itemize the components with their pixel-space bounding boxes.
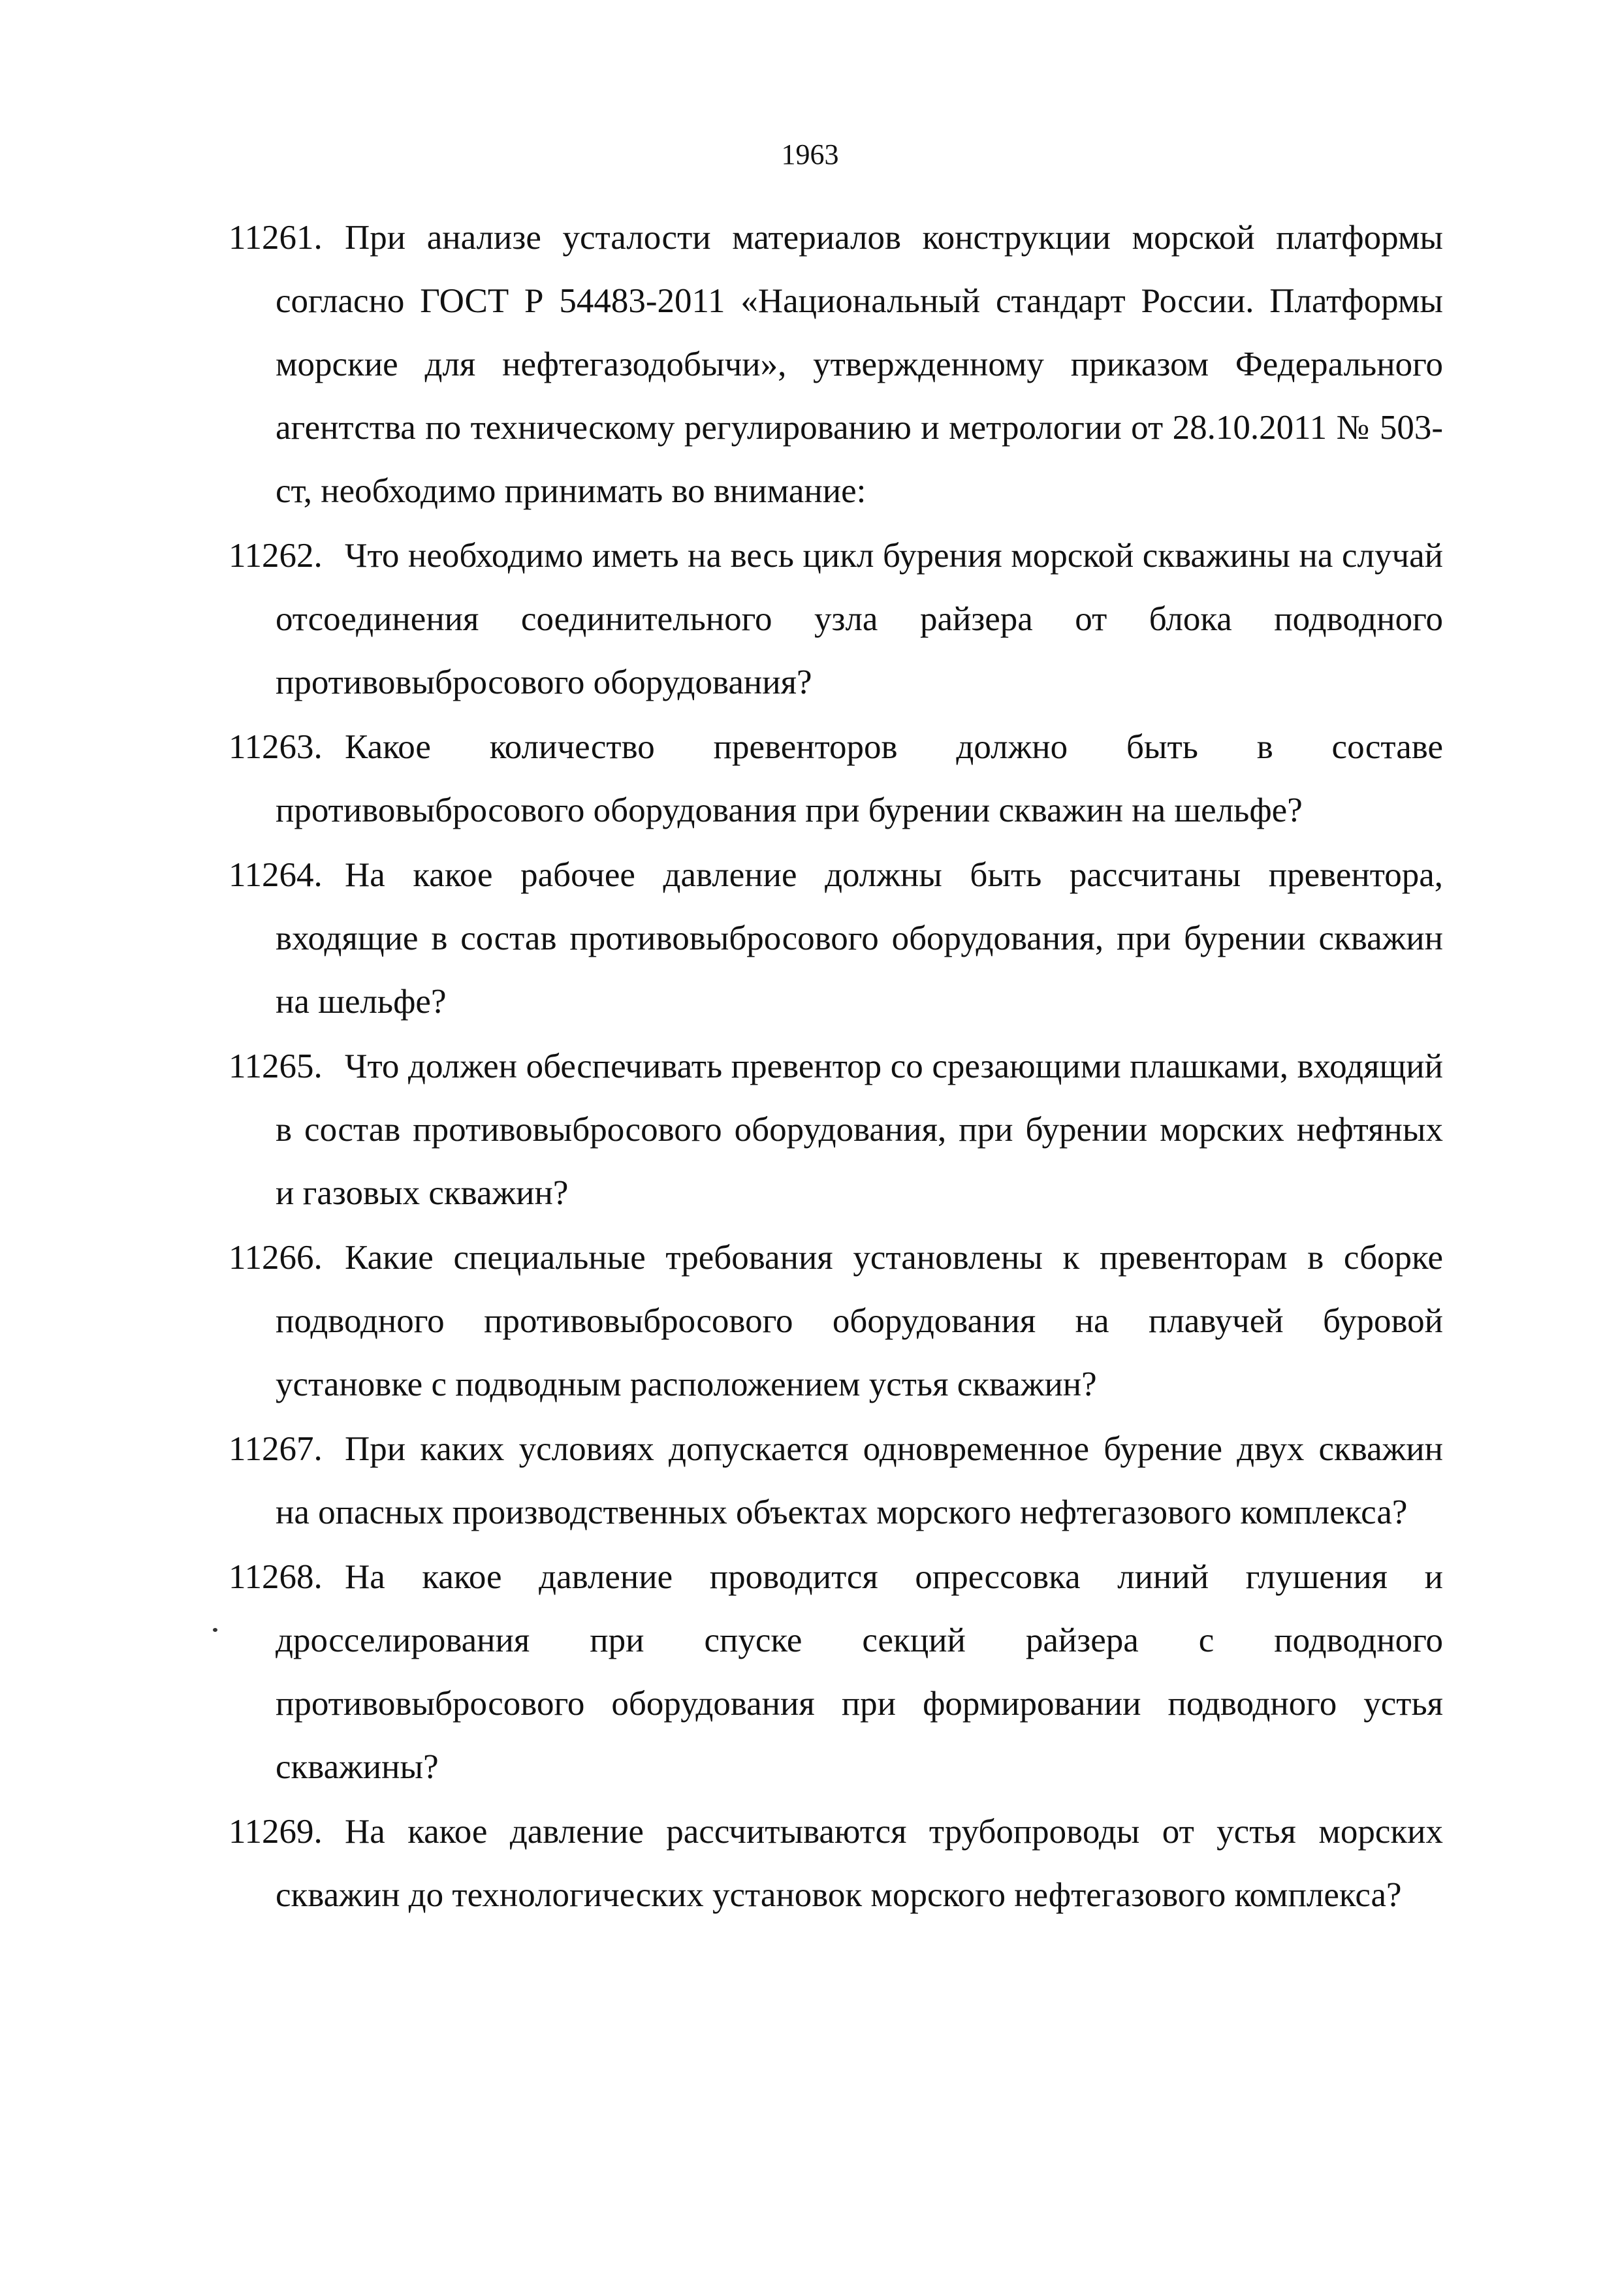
question-text: При каких условиях допускается одновременное бурение двух скважин на опасных производственных объектах морского нефтегазового комплекса? bbox=[276, 1430, 1443, 1531]
question-number: 11265. bbox=[229, 1047, 323, 1085]
question-text: Какое количество превенторов должно быть в составе противовыбросового оборудования при бурении скважин на шельфе? bbox=[276, 728, 1443, 829]
question-item bbox=[229, 1226, 1443, 1416]
question-number: 11262. bbox=[229, 537, 323, 575]
question-text: На какое давление рассчитываются трубопроводы от устья морских скважин до технологических установок морского нефтегазового комплекса? bbox=[276, 1813, 1443, 1914]
question-number: 11266. bbox=[229, 1239, 323, 1277]
question-item bbox=[229, 716, 1443, 842]
question-item bbox=[229, 206, 1443, 523]
question-number: 11269. bbox=[229, 1813, 323, 1851]
question-text: Что должен обеспечивать превентор со срезающими плашками, входящий в состав противовыбросового оборудования, при бурении морских нефтяных и газовых скважин? bbox=[276, 1047, 1443, 1212]
scan-speck bbox=[213, 1628, 217, 1632]
question-item bbox=[229, 1546, 1443, 1799]
question-item bbox=[229, 524, 1443, 714]
question-item bbox=[229, 1418, 1443, 1544]
page-number: 1963 bbox=[781, 138, 839, 170]
question-text: Какие специальные требования установлены к превенторам в сборке подводного противовыбросового оборудования на плавучей буровой установке с подводным расположением устья скважин? bbox=[276, 1239, 1443, 1403]
question-number: 11267. bbox=[229, 1430, 323, 1468]
question-text: На какое рабочее давление должны быть рассчитаны превентора, входящие в состав противовыбросового оборудования, при бурении скважин на шельфе? bbox=[276, 856, 1443, 1021]
question-number: 11264. bbox=[229, 856, 323, 894]
question-text: При анализе усталости материалов конструкции морской платформы согласно ГОСТ Р 54483-2011 «Национальный стандарт России. Платформы морские для нефтегазодобычи», утвержденному приказом Федерального агентства по техническому регулированию и метрологии от 28.10.2011 № 503-ст, необходимо принимать во внимание: bbox=[276, 219, 1443, 510]
question-item bbox=[229, 844, 1443, 1034]
question-item bbox=[229, 1800, 1443, 1927]
question-text: На какое давление проводится опрессовка линий глушения и дросселирования при спуске секций райзера с подводного противовыбросового оборудования при формировании подводного устья скважины? bbox=[276, 1558, 1443, 1786]
question-number: 11263. bbox=[229, 728, 323, 766]
question-number: 11261. bbox=[229, 219, 323, 257]
question-text: Что необходимо иметь на весь цикл бурения морской скважины на случай отсоединения соединительного узла райзера от блока подводного противовыбросового оборудования? bbox=[276, 537, 1443, 701]
question-list bbox=[229, 206, 1443, 1928]
question-item bbox=[229, 1035, 1443, 1225]
question-number: 11268. bbox=[229, 1558, 323, 1596]
